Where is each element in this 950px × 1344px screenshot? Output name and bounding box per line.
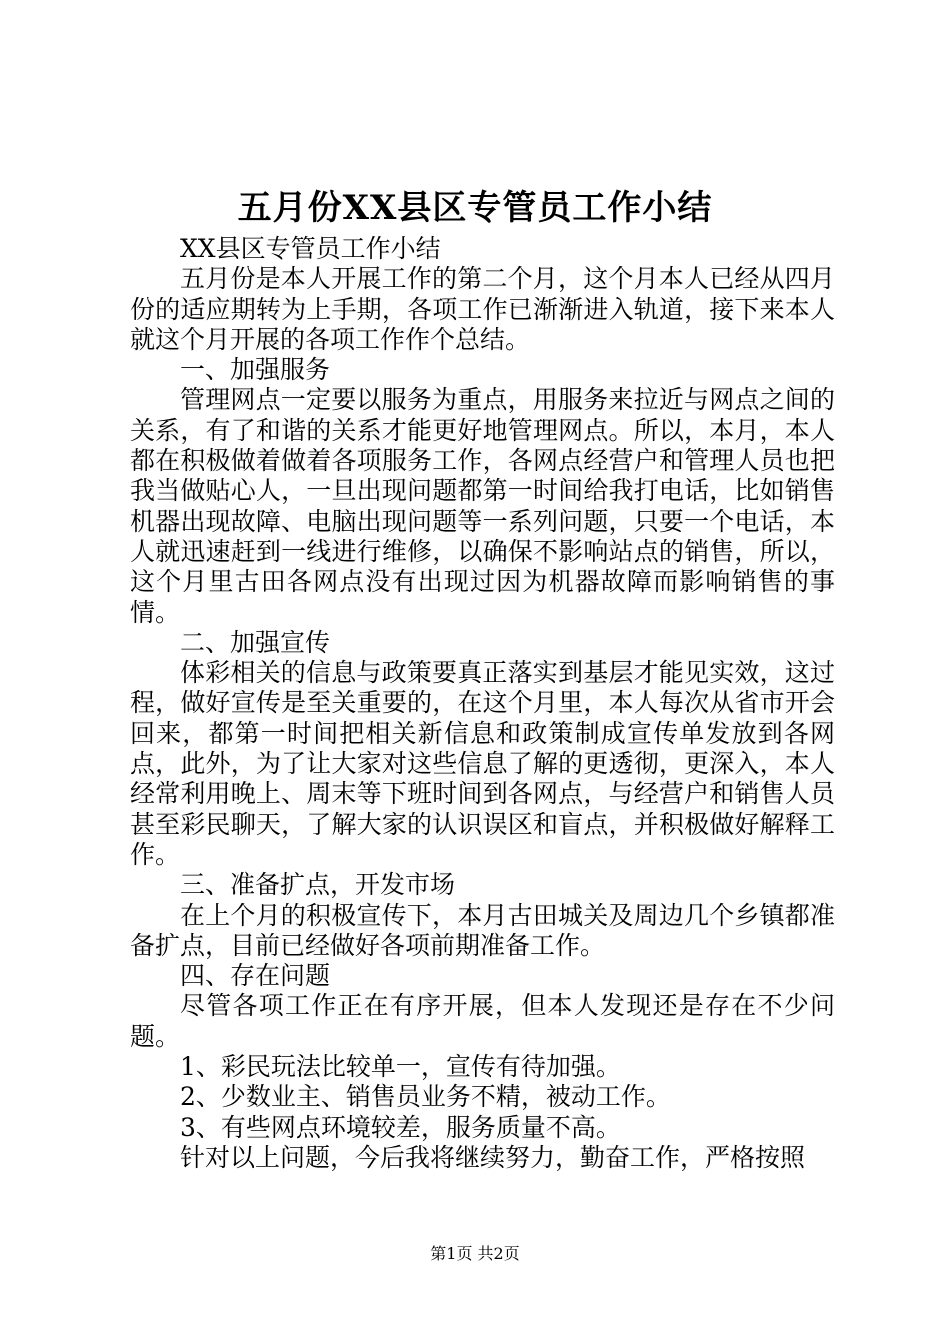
paragraph-subtitle: XX县区专管员工作小结 — [180, 234, 441, 263]
document-title: 五月份XX县区专管员工作小结 — [237, 188, 713, 228]
document-body — [130, 234, 835, 1173]
section-heading-problems: 四、存在问题 — [180, 961, 331, 991]
list-item-problem-1: 1、彩民玩法比较单一，宣传有待加强。 — [180, 1052, 621, 1082]
paragraph-expansion: 在上个月的积极宣传下，本月古田城关及周边几个乡镇都准备扩点，目前已经做好各项前期准备工作。 — [130, 900, 835, 960]
section-heading-publicity: 二、加强宣传 — [180, 627, 331, 657]
paragraph-conclusion: 针对以上问题，今后我将继续努力，勤奋工作，严格按照 — [180, 1142, 806, 1172]
paragraph-problems: 尽管各项工作正在有序开展，但本人发现还是存在不少问题。 — [130, 991, 835, 1051]
section-heading-expansion: 三、准备扩点，开发市场 — [180, 870, 456, 900]
paragraph-service: 管理网点一定要以服务为重点，用服务来拉近与网点之间的关系，有了和谐的关系才能更好地管理网点。所以，本月，本人都在积极做着做着各项服务工作，各网点经营户和管理人员也把我当做贴心人，一旦出现问题都第一时间给我打电话，比如销售机器出现故障、电脑出现问题等一系列问题，只要一个电话，本人就迅速赶到一线进行维修，以确保不影响站点的销售，所以，这个月里古田各网点没有出现过因为机器故障而影响销售的事情。 — [130, 385, 835, 627]
section-heading-service: 一、加强服务 — [180, 355, 331, 385]
paragraph-publicity: 体彩相关的信息与政策要真正落实到基层才能见实效，这过程，做好宣传是至关重要的，在这个月里，本人每次从省市开会回来，都第一时间把相关新信息和政策制成宣传单发放到各网点，此外，为了让大家对这些信息了解的更透彻，更深入，本人经常利用晚上、周末等下班时间到各网点，与经营户和销售人员甚至彩民聊天，了解大家的认识误区和盲点，并积极做好解释工作。 — [130, 658, 835, 869]
list-item-problem-2: 2、少数业主、销售员业务不精，被动工作。 — [180, 1082, 671, 1112]
list-item-problem-3: 3、有些网点环境较差，服务质量不高。 — [180, 1112, 621, 1142]
paragraph-intro: 五月份是本人开展工作的第二个月，这个月本人已经从四月份的适应期转为上手期，各项工作已渐渐进入轨道，接下来本人就这个月开展的各项工作作个总结。 — [130, 264, 835, 354]
page-footer: 第1页 共2页 — [430, 1244, 520, 1263]
